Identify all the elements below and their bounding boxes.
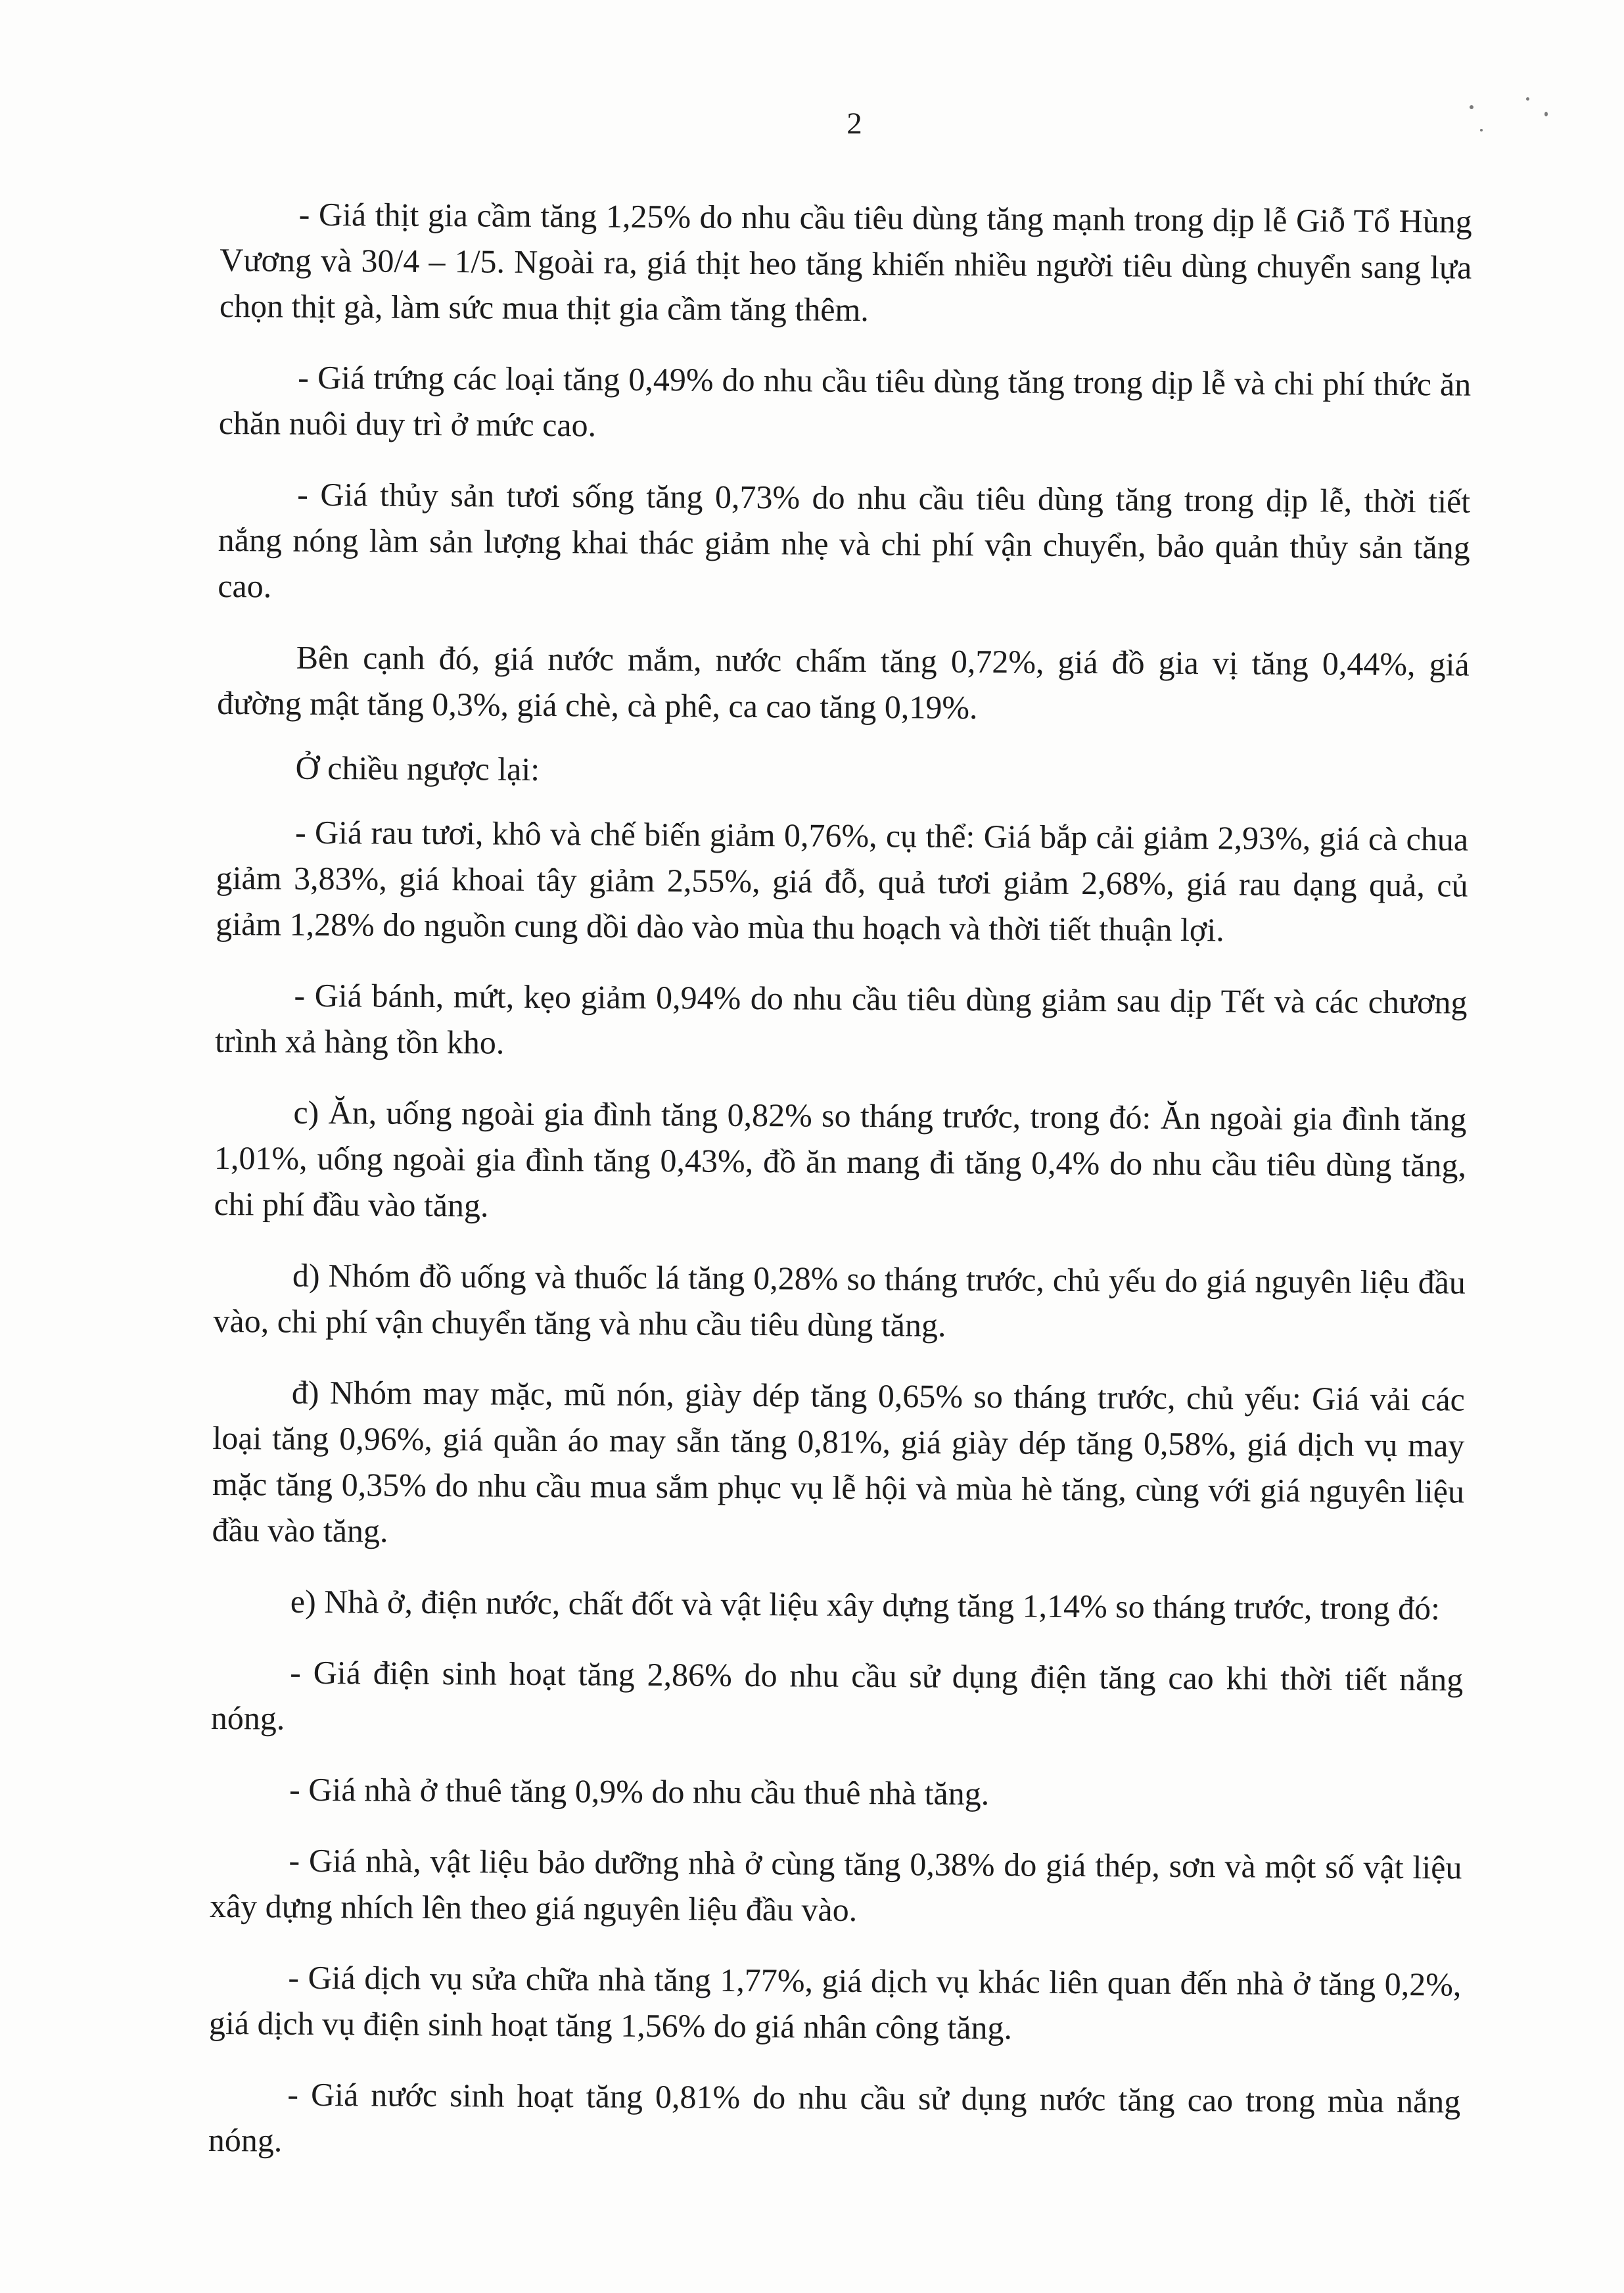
scan-speck (1480, 129, 1483, 131)
paragraph-housing-utilities: e) Nhà ở, điện nước, chất đốt và vật liệu xây dựng tăng 1,14% so tháng trước, trong đó: (290, 1582, 1441, 1627)
paragraph-confectionery-price: - Giá bánh, mứt, kẹo giảm 0,94% do nhu cầu tiêu dùng giảm sau dịp Tết và các chương trình xả hàng tồn kho. (214, 976, 1468, 1061)
paragraph-electricity-price: - Giá điện sinh hoạt tăng 2,86% do nhu cầu sử dụng điện tăng cao khi thời tiết nắng nóng. (210, 1653, 1464, 1737)
body-text (208, 191, 1472, 2196)
paragraph-condiments-price: Bên cạnh đó, giá nước mắm, nước chấm tăng 0,72%, giá đồ gia vị tăng 0,44%, giá đường mật tăng 0,3%, giá chè, cà phê, ca cao tăng 0,19%. (217, 638, 1470, 726)
scan-speck (1470, 105, 1473, 109)
paragraph-beverages-tobacco: d) Nhóm đồ uống và thuốc lá tăng 0,28% so tháng trước, chủ yếu do giá nguyên liệu đầu vào, chi phí vận chuyển tăng và nhu cầu tiêu dùng tăng. (213, 1256, 1466, 1344)
paragraph-home-materials: - Giá nhà, vật liệu bảo dưỡng nhà ở cùng tăng 0,38% do giá thép, sơn và một số vật liệu xây dựng nhích lên theo giá nguyên liệu đầu vào. (209, 1841, 1462, 1928)
paragraph-poultry-price: - Giá thịt gia cầm tăng 1,25% do nhu cầu tiêu dùng tăng mạnh trong dịp lễ Giỗ Tổ Hùng Vương và 30/4 – 1/5. Ngoài ra, giá thịt heo tăng khiến nhiều người tiêu dùng chuyển sang lựa chọn thịt gà, làm sức mua thịt gia cầm tăng thêm. (219, 195, 1472, 329)
page-number: 2 (847, 106, 862, 141)
paragraph-repair-services: - Giá dịch vụ sửa chữa nhà tăng 1,77%, giá dịch vụ khác liên quan đến nhà ở tăng 0,2%, giá dịch vụ điện sinh hoạt tăng 1,56% do giá nhân công tăng. (208, 1958, 1462, 2046)
paragraph-clothing-footwear: đ) Nhóm may mặc, mũ nón, giày dép tăng 0,65% so tháng trước, chủ yếu: Giá vải các loại tăng 0,96%, giá quần áo may sẵn tăng 0,81%, giá giày dép tăng 0,58%, giá dịch vụ may mặc tăng 0,35% do nhu cầu mua sắm phục vụ lễ hội và mùa hè tăng, cùng với giá nguyên liệu đầu vào tăng. (212, 1373, 1465, 1549)
paragraph-eating-out: c) Ăn, uống ngoài gia đình tăng 0,82% so tháng trước, trong đó: Ăn ngoài gia đình tăng 1,01%, uống ngoài gia đình tăng 0,43%, đồ ăn mang đi tăng 0,4% do nhu cầu tiêu dùng tăng, chi phí đầu vào tăng. (214, 1093, 1467, 1224)
paragraph-seafood-price: - Giá thủy sản tươi sống tăng 0,73% do nhu cầu tiêu dùng tăng trong dịp lễ, thời tiết nắng nóng làm sản lượng khai thác giảm nhẹ và chi phí vận chuyển, bảo quản thủy sản tăng cao. (218, 475, 1471, 605)
paragraph-vegetable-price: - Giá rau tươi, khô và chế biến giảm 0,76%, cụ thể: Giá bắp cải giảm 2,93%, giá cà chua giảm 3,83%, giá khoai tây giảm 2,55%, giá đỗ, quả tươi giảm 2,68%, giá rau dạng quả, củ giảm 1,28% do nguồn cung dồi dào vào mùa thu hoạch và thời tiết thuận lợi. (216, 813, 1469, 949)
paragraph-conversely: Ở chiều ngược lại: (295, 749, 540, 788)
paragraph-rent-price: - Giá nhà ở thuê tăng 0,9% do nhu cầu thuê nhà tăng. (289, 1770, 990, 1812)
scan-speck (1526, 97, 1529, 101)
paragraph-water-price: - Giá nước sinh hoạt tăng 0,81% do nhu cầu sử dụng nước tăng cao trong mùa nắng nóng. (208, 2075, 1461, 2159)
scan-speck (1544, 112, 1548, 116)
paragraph-egg-price: - Giá trứng các loại tăng 0,49% do nhu cầu tiêu dùng tăng trong dịp lễ và chi phí thức ăn chăn nuôi duy trì ở mức cao. (218, 358, 1472, 444)
